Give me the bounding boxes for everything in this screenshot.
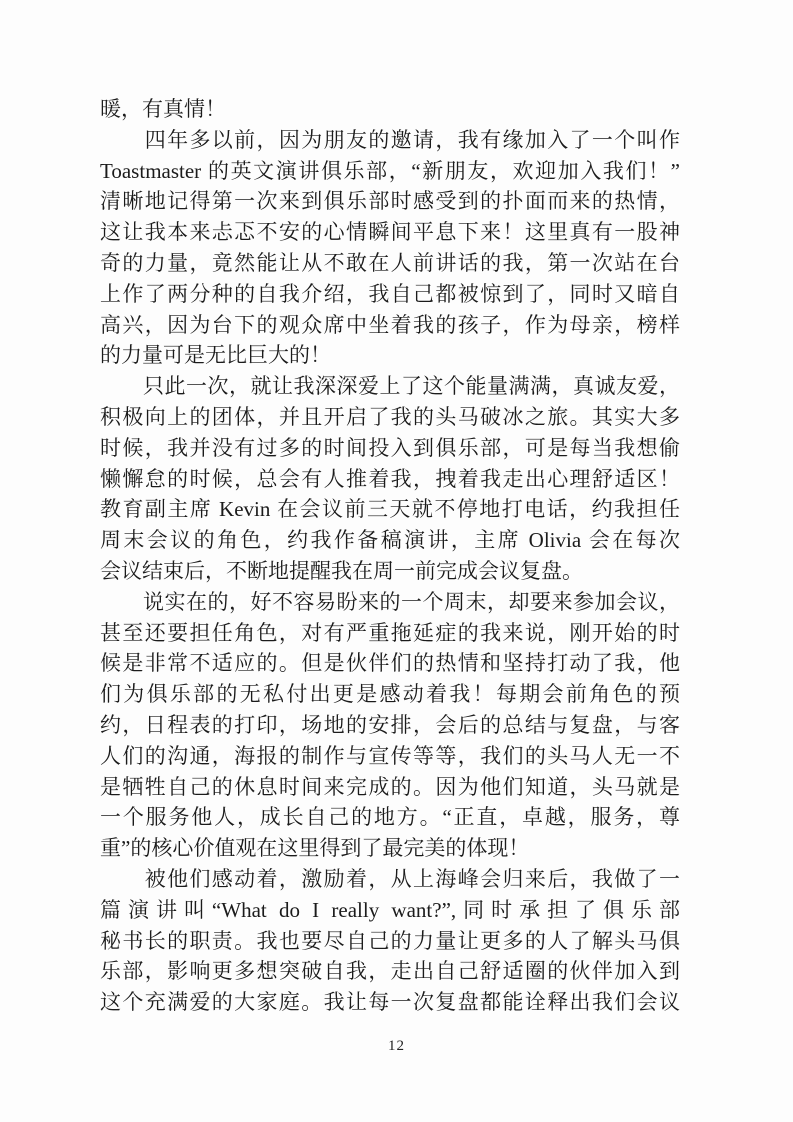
page-number: 12 <box>388 1038 405 1054</box>
text-line: 秘书长的职责。我也要尽自己的力量让更多的人了解头马俱 <box>100 928 680 953</box>
text-line: 篇演讲叫“What do I really want?”,同时承担了俱乐部 <box>100 897 680 922</box>
text-line: 这个充满爱的大家庭。我让每一次复盘都能诠释出我们会议 <box>100 990 680 1015</box>
text-line: 一个服务他人，成长自己的地方。“正直，卓越，服务，尊 <box>100 805 680 830</box>
text-line: 上作了两分种的自我介绍，我自己都被惊到了，同时又暗自 <box>100 281 680 306</box>
text-line: 说实在的，好不容易盼来的一个周末，却要来参加会议， <box>100 589 680 614</box>
text-line: 积极向上的团体，并且开启了我的头马破冰之旅。其实大多 <box>100 404 680 429</box>
text-line: 四年多以前，因为朋友的邀请，我有缘加入了一个叫作 <box>100 127 680 152</box>
text-line: 人们的沟通，海报的制作与宣传等等，我们的头马人无一不 <box>100 743 680 768</box>
text-line: 乐部，影响更多想突破自我，走出自己舒适圈的伙伴加入到 <box>100 959 680 984</box>
text-line: 教育副主席 Kevin 在会议前三天就不停地打电话，约我担任 <box>100 497 680 522</box>
text-line: 只此一次，就让我深深爱上了这个能量满满，真诚友爱， <box>100 374 680 399</box>
text-line: 候是非常不适应的。但是伙伴们的热情和坚持打动了我，他 <box>100 651 680 676</box>
text-line: 懒懈怠的时候，总会有人推着我，拽着我走出心理舒适区！ <box>100 466 680 491</box>
text-line: 会议结束后，不断地提醒我在周一前完成会议复盘。 <box>100 558 583 583</box>
text-line: 奇的力量，竟然能让从不敢在人前讲话的我，第一次站在台 <box>100 250 680 275</box>
text-line: 是牺牲自己的休息时间来完成的。因为他们知道，头马就是 <box>100 774 680 799</box>
text-line: 甚至还要担任角色，对有严重拖延症的我来说，刚开始的时 <box>100 620 680 645</box>
text-line: 时候，我并没有过多的时间投入到俱乐部，可是每当我想偷 <box>100 435 680 460</box>
text-line: 这让我本来忐忑不安的心情瞬间平息下来！这里真有一股神 <box>100 220 680 245</box>
text-line: 约，日程表的打印，场地的安排，会后的总结与复盘，与客 <box>100 712 680 737</box>
text-line: 暖，有真情！ <box>100 97 226 121</box>
text-line: 周末会议的角色，约我作备稿演讲，主席 Olivia 会在每次 <box>100 528 680 553</box>
text-line: 们为俱乐部的无私付出更是感动着我！每期会前角色的预 <box>100 682 680 707</box>
text-line: 清晰地记得第一次来到俱乐部时感受到的扑面而来的热情， <box>100 189 680 214</box>
text-line: 被他们感动着，激励着，从上海峰会归来后，我做了一 <box>100 866 680 891</box>
text-line: 的力量可是无比巨大的！ <box>100 343 331 368</box>
text-line: Toastmaster 的英文演讲俱乐部，“新朋友，欢迎加入我们！” <box>100 158 680 183</box>
text-line: 重”的核心价值观在这里得到了最完美的体现！ <box>100 836 530 861</box>
body-text <box>100 94 680 1018</box>
text-line: 高兴，因为台下的观众席中坐着我的孩子，作为母亲，榜样 <box>100 312 680 337</box>
